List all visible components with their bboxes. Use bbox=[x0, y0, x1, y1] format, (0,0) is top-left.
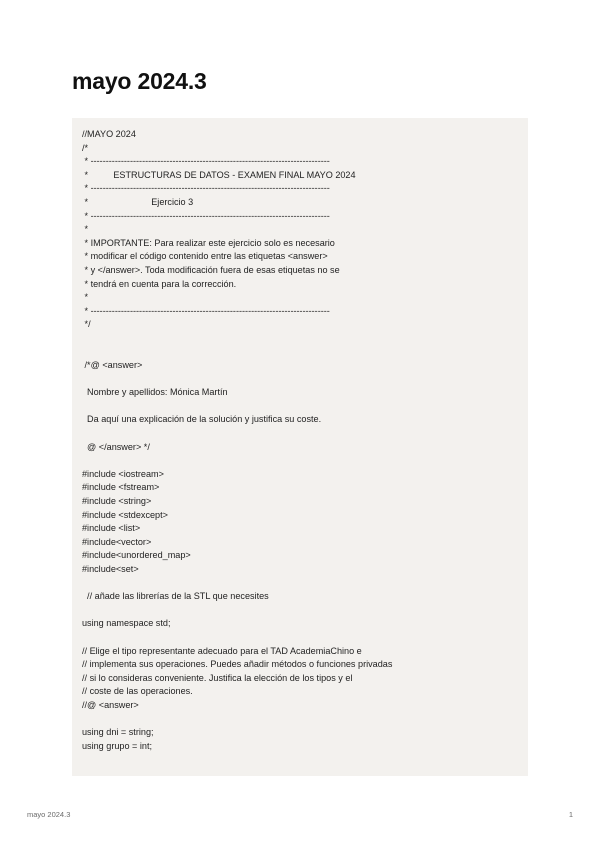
code-line bbox=[82, 631, 528, 645]
code-line: * y </answer>. Toda modificación fuera de esas etiquetas no se bbox=[82, 264, 340, 275]
code-line bbox=[82, 346, 528, 360]
code-line: */ bbox=[82, 319, 91, 330]
code-line: * ------------------------------------------------------------------------------- bbox=[82, 305, 330, 316]
code-line: #include <iostream> bbox=[82, 468, 164, 479]
code-line: using namespace std; bbox=[82, 618, 171, 629]
code-line: #include <stdexcept> bbox=[82, 509, 168, 520]
code-line: #include <string> bbox=[82, 496, 152, 507]
code-line: * tendrá en cuenta para la corrección. bbox=[82, 278, 237, 289]
code-line: using grupo = int; bbox=[82, 740, 153, 751]
code-line: * ESTRUCTURAS DE DATOS - EXAMEN FINAL MAYO 2024 bbox=[82, 169, 356, 180]
code-line: * ------------------------------------------------------------------------------- bbox=[82, 183, 330, 194]
code-line bbox=[82, 400, 528, 414]
code-line bbox=[82, 332, 528, 346]
code-line: * bbox=[82, 224, 89, 235]
code-line: * bbox=[82, 292, 89, 303]
code-line: #include <fstream> bbox=[82, 482, 160, 493]
code-line: #include<unordered_map> bbox=[82, 550, 191, 561]
code-line: #include <list> bbox=[82, 523, 141, 534]
code-line: /* bbox=[82, 142, 89, 153]
code-line: // añade las librerías de la STL que necesites bbox=[82, 591, 269, 602]
code-line bbox=[82, 373, 528, 387]
code-line bbox=[82, 427, 528, 441]
code-line: // coste de las operaciones. bbox=[82, 686, 193, 697]
page-title: mayo 2024.3 bbox=[72, 68, 207, 94]
code-line: // implementa sus operaciones. Puedes añadir métodos o funciones privadas bbox=[82, 659, 393, 670]
code-line: Da aquí una explicación de la solución y justifica su coste. bbox=[82, 414, 322, 425]
code-line: * Ejercicio 3 bbox=[82, 196, 194, 207]
code-line bbox=[82, 577, 528, 591]
code-line: #include<vector> bbox=[82, 536, 152, 547]
code-line: /*@ <answer> bbox=[82, 360, 143, 371]
footer-page-number: 1 bbox=[568, 810, 573, 819]
code-line bbox=[82, 713, 528, 727]
code-line: * IMPORTANTE: Para realizar este ejercicio solo es necesario bbox=[82, 237, 335, 248]
code-line: // Elige el tipo representante adecuado para el TAD AcademiaChino e bbox=[82, 645, 362, 656]
code-line: * modificar el código contenido entre las etiquetas <answer> bbox=[82, 251, 328, 262]
code-line: //MAYO 2024 bbox=[82, 129, 136, 139]
code-line: * ------------------------------------------------------------------------------- bbox=[82, 156, 330, 167]
code-line bbox=[82, 604, 528, 618]
code-line: * ------------------------------------------------------------------------------- bbox=[82, 210, 330, 221]
code-line: Nombre y apellidos: Mónica Martín bbox=[82, 387, 228, 398]
code-line: //@ <answer> bbox=[82, 699, 139, 710]
code-line: // si lo consideras conveniente. Justifica la elección de los tipos y el bbox=[82, 672, 353, 683]
footer-document-title: mayo 2024.3 bbox=[27, 810, 71, 819]
code-line bbox=[82, 454, 528, 468]
code-block bbox=[72, 118, 528, 776]
code-line: @ </answer> */ bbox=[82, 441, 150, 452]
code-line: #include<set> bbox=[82, 564, 139, 574]
code-line: using dni = string; bbox=[82, 727, 154, 738]
